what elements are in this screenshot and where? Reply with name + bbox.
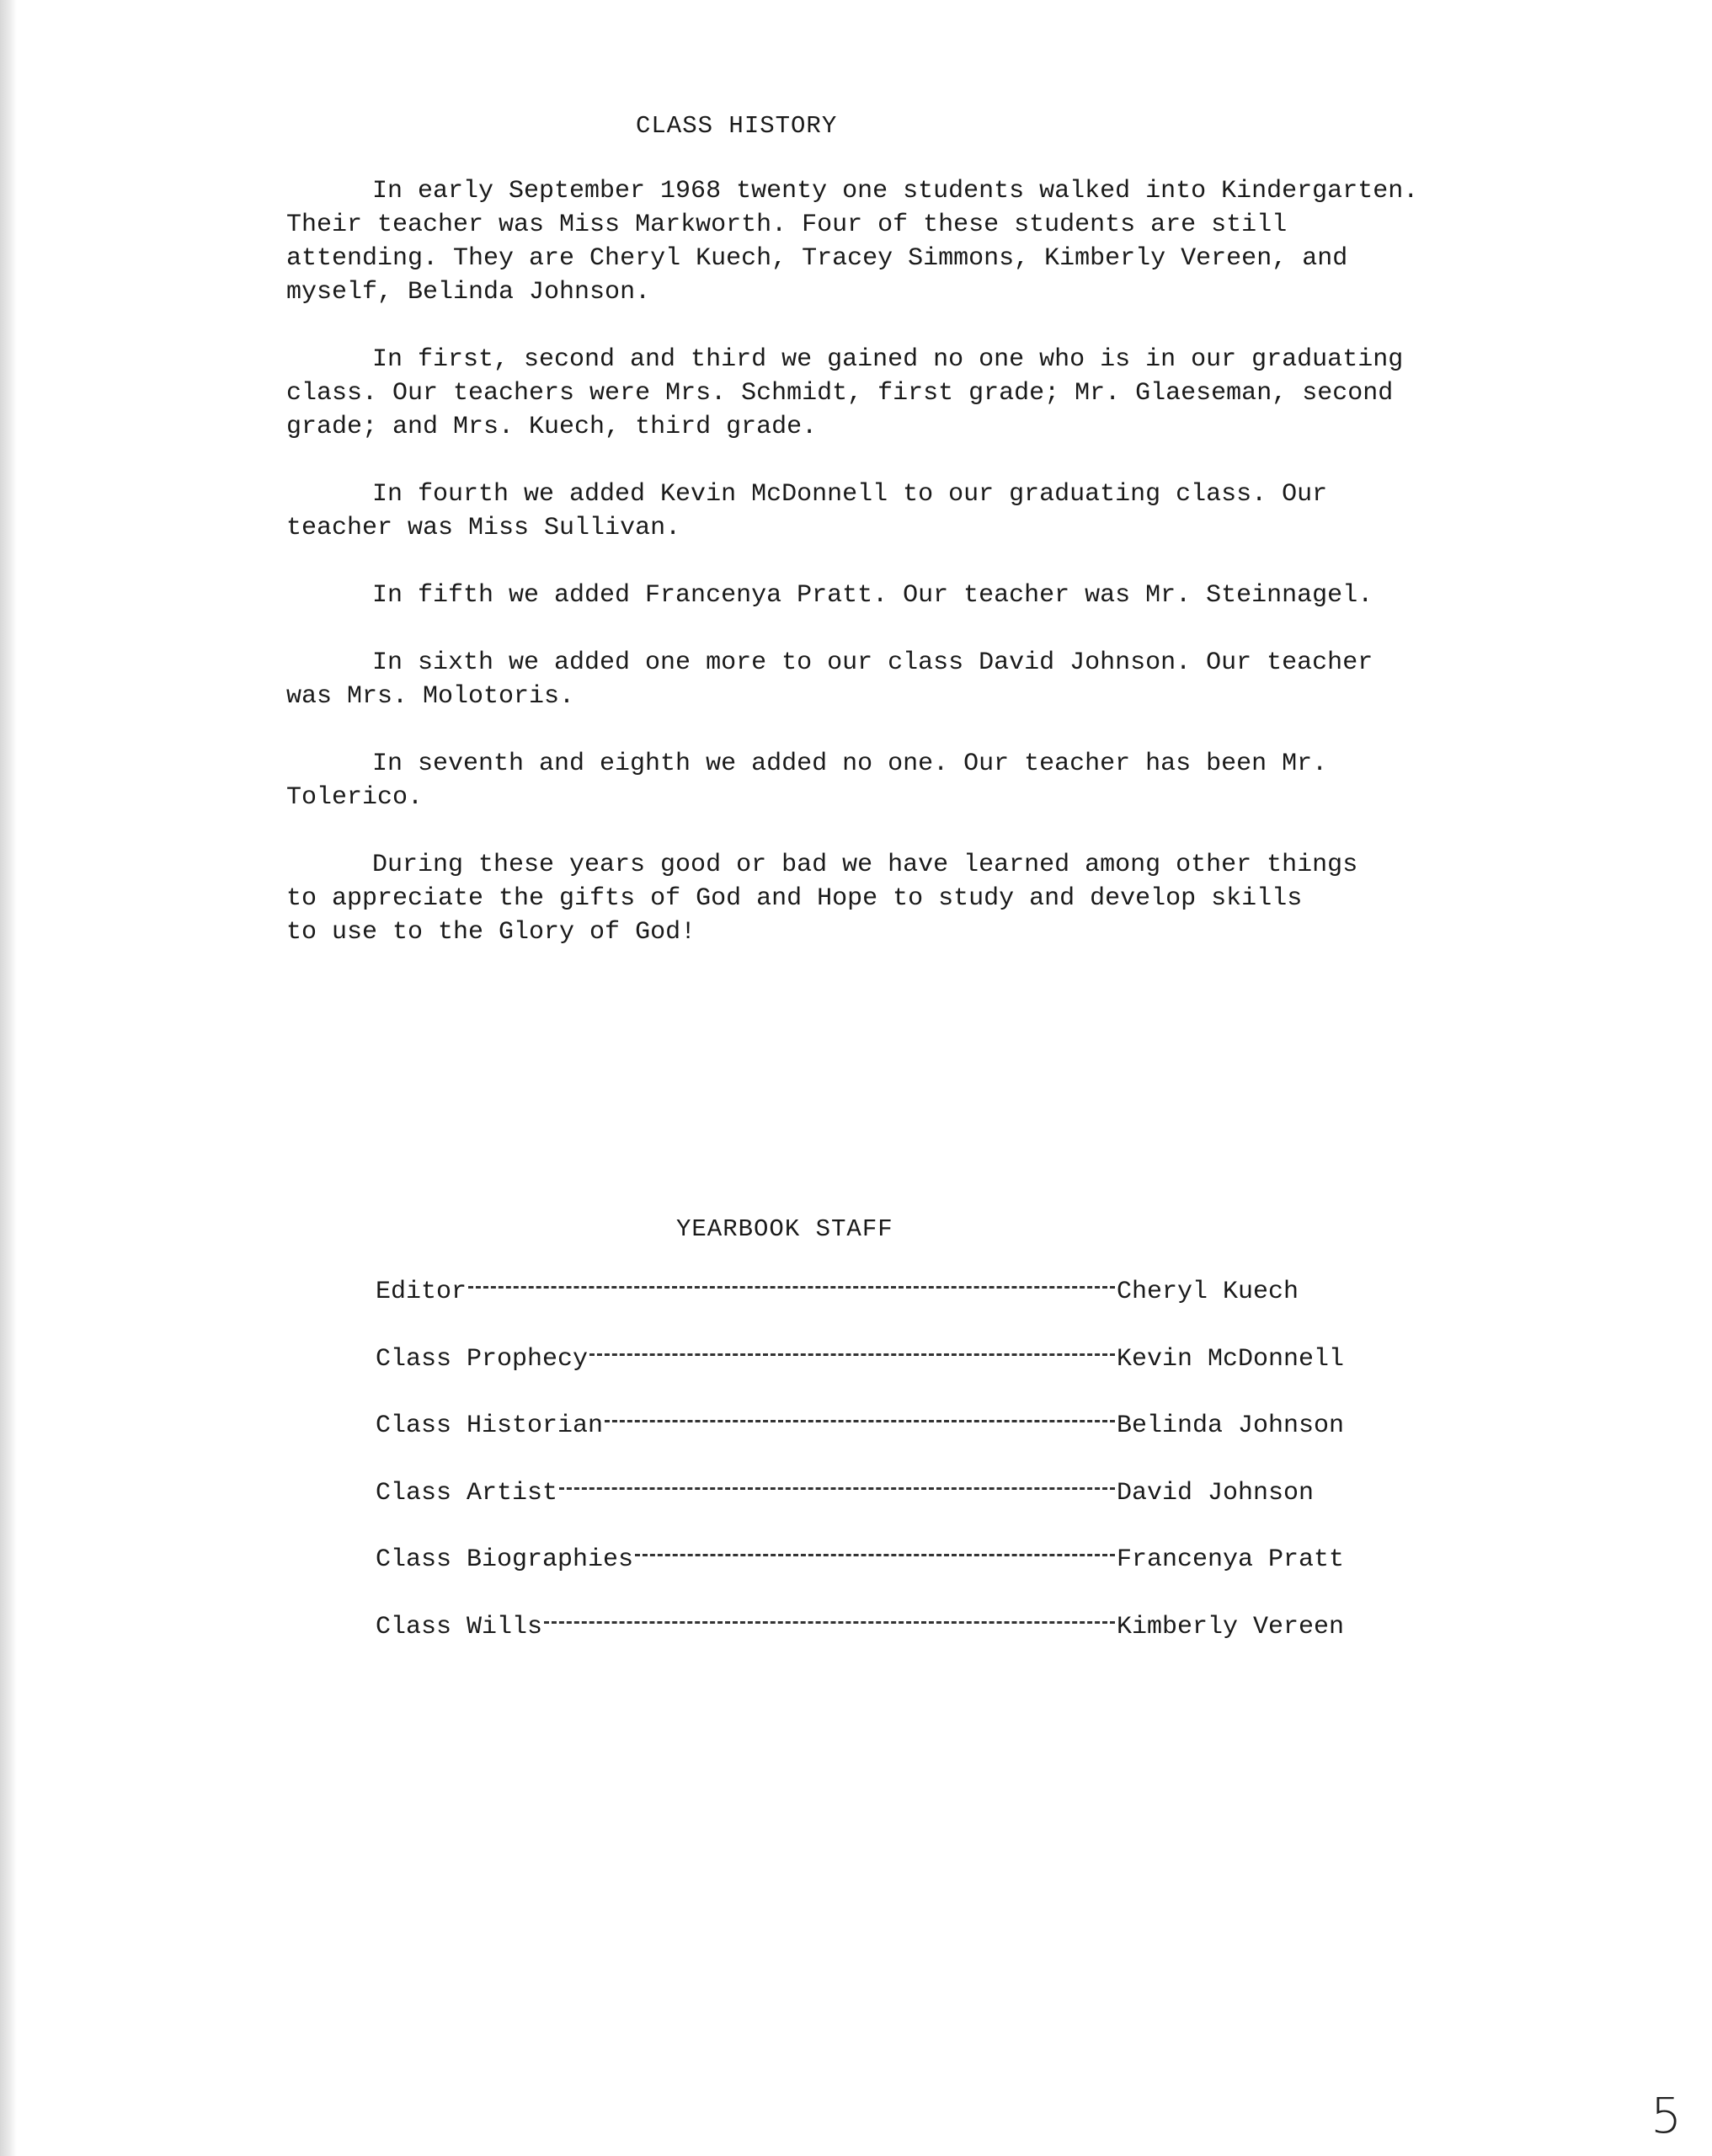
staff-role: Editor: [376, 1278, 467, 1306]
dash-leader: [605, 1420, 1115, 1422]
class-history-title: CLASS HISTORY: [636, 112, 838, 140]
staff-name: Belinda Johnson: [1117, 1412, 1345, 1440]
staff-row: [376, 1345, 1369, 1412]
history-paragraph: During these years good or bad we have learned among other things to appreciate the gifts of God and Hope to study and develop skills to use to the Glory of God!: [286, 851, 1358, 947]
dash-leader: [544, 1621, 1115, 1624]
page-number: 5: [1651, 2087, 1682, 2144]
dash-leader: [559, 1487, 1115, 1490]
dash-leader: [589, 1353, 1115, 1356]
history-paragraph: In first, second and third we gained no one who is in our graduating class. Our teachers were Mrs. Schmidt, first grade; Mr. Glaeseman, second grade; and Mrs. Kuech, third grade.: [286, 345, 1404, 441]
dash-leader: [635, 1554, 1115, 1556]
staff-name: Kevin McDonnell: [1117, 1344, 1345, 1374]
history-paragraph: In fifth we added Francenya Pratt. Our teacher was Mr. Steinnagel.: [372, 581, 1373, 610]
staff-row: [376, 1278, 1369, 1345]
binding-edge: [0, 0, 17, 2156]
class-history-body: [286, 174, 1533, 983]
staff-row: [376, 1479, 1369, 1546]
history-paragraph: In sixth we added one more to our class David Johnson. Our teacher was Mrs. Molotoris.: [286, 648, 1373, 711]
staff-row: [376, 1545, 1369, 1613]
staff-name: Francenya Pratt: [1117, 1545, 1345, 1574]
staff-row: [376, 1412, 1369, 1479]
staff-role: Class Prophecy: [376, 1344, 589, 1374]
staff-role: Class Wills: [376, 1612, 543, 1641]
yearbook-staff-title: YEARBOOK STAFF: [676, 1215, 893, 1243]
staff-role: Class Artist: [376, 1478, 558, 1508]
staff-name: Cheryl Kuech: [1117, 1278, 1299, 1306]
dash-leader: [468, 1286, 1115, 1289]
staff-role: Class Historian: [376, 1412, 604, 1440]
history-paragraph: In fourth we added Kevin McDonnell to our graduating class. Our teacher was Miss Sullivan.: [286, 480, 1328, 542]
staff-row: [376, 1613, 1369, 1680]
history-paragraph: In seventh and eighth we added no one. Our teacher has been Mr. Tolerico.: [286, 750, 1328, 812]
history-paragraph: In early September 1968 twenty one students walked into Kindergarten. Their teacher was Miss Markworth. Four of these students are still attending. They are Cheryl Kuech, Tracey Simmons, Kimberly Vereen, and myself, Belinda Johnson.: [286, 177, 1419, 307]
staff-name: David Johnson: [1117, 1478, 1315, 1508]
staff-role: Class Biographies: [376, 1545, 634, 1574]
yearbook-staff-list: [376, 1278, 1369, 1679]
staff-name: Kimberly Vereen: [1117, 1612, 1345, 1641]
